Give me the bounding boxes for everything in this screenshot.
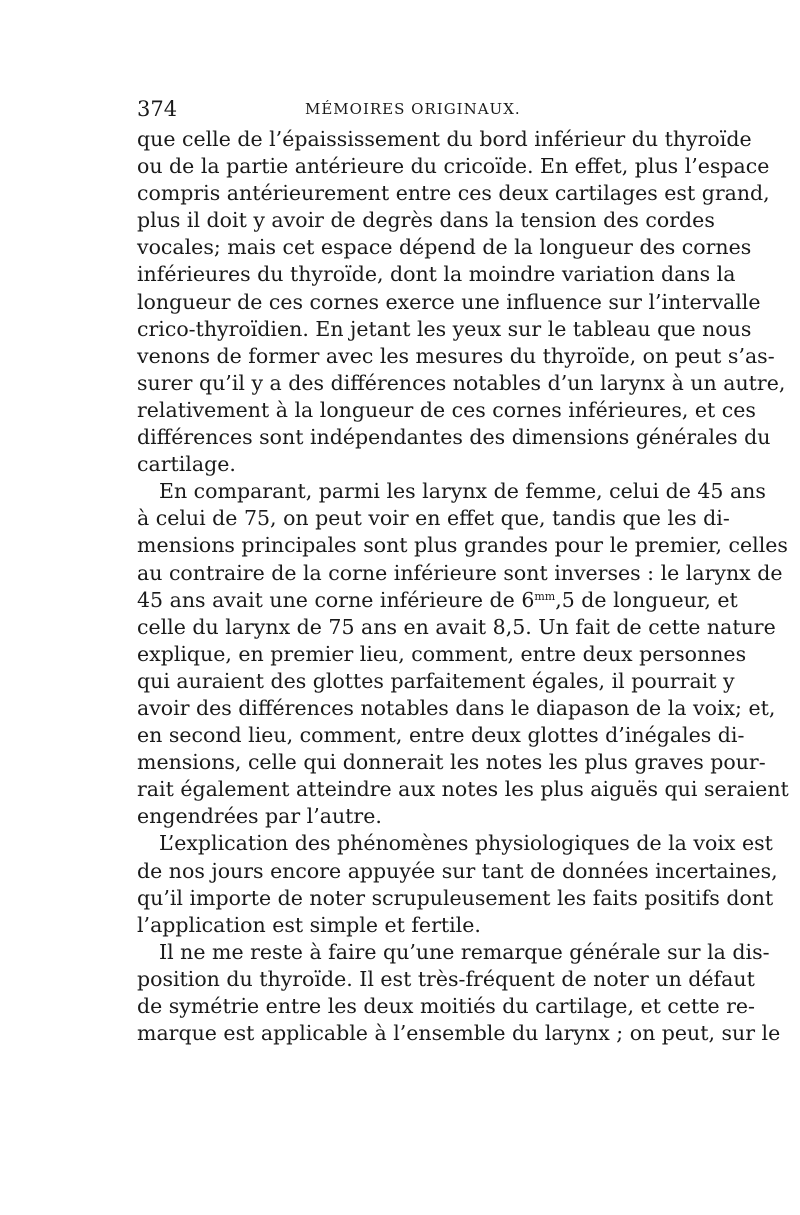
text-line: explique, en premier lieu, comment, entre deux personnes [137, 641, 747, 666]
text-line [137, 587, 738, 614]
text-line: plus il doit y avoir de degrès dans la tension des cordes [137, 208, 715, 233]
text-line: à celui de 75, on peut voir en effet que, tandis que les di- [137, 506, 730, 531]
text-line: crico-thyroïdien. En jetant les yeux sur le tableau que nous [137, 316, 752, 341]
text-line: celle du larynx de 75 ans en avait 8,5. Un fait de cette nature [137, 614, 776, 639]
text-line: ou de la partie antérieure du cricoïde. En effet, plus l’espace [137, 154, 770, 179]
page-header [137, 93, 665, 125]
text-line: mensions, celle qui donnerait les notes les plus graves pour- [137, 750, 766, 775]
text-line: mensions principales sont plus grandes pour le premier, celles [137, 533, 788, 558]
text-line: engendrées par l’autre. [137, 804, 382, 829]
text-line: avoir des différences notables dans le diapason de la voix; et, [137, 695, 776, 720]
text-line: venons de former avec les mesures du thyroïde, on peut s’as- [137, 343, 775, 368]
text-line: rait également atteindre aux notes les plus aiguës qui seraient [137, 777, 789, 802]
text-line-segment: 45 ans avait une corne inférieure de 6 [137, 587, 535, 612]
text-line: en second lieu, comment, entre deux glottes d’inégales di- [137, 723, 745, 748]
text-line: vocales; mais cet espace dépend de la longueur des cornes [137, 235, 752, 260]
text-line: l’application est simple et fertile. [137, 912, 481, 937]
text-line: inférieures du thyroïde, dont la moindre variation dans la [137, 262, 736, 287]
text-line: différences sont indépendantes des dimensions générales du [137, 425, 771, 450]
text-line: position du thyroïde. Il est très-fréquent de noter un défaut [137, 966, 755, 991]
text-line-segment: ,5 de longueur, et [555, 587, 738, 612]
text-line: au contraire de la corne inférieure sont inverses : le larynx de [137, 560, 783, 585]
text-line: En comparant, parmi les larynx de femme, celui de 45 ans [159, 479, 766, 504]
text-line: cartilage. [137, 452, 236, 477]
text-line: compris antérieurement entre ces deux cartilages est grand, [137, 181, 770, 206]
text-line: relativement à la longueur de ces cornes inférieures, et ces [137, 397, 756, 422]
text-line: qui auraient des glottes parfaitement égales, il pourrait y [137, 668, 735, 693]
page-number: 374 [137, 97, 178, 121]
text-line: longueur de ces cornes exerce une influence sur l’intervalle [137, 289, 761, 314]
text-line: de nos jours encore appuyée sur tant de données incertaines, [137, 858, 778, 883]
text-line: marque est applicable à l’ensemble du larynx ; on peut, sur le [137, 1021, 781, 1046]
text-line: surer qu’il y a des différences notables d’un larynx à un autre, [137, 370, 786, 395]
text-line: de symétrie entre les deux moitiés du cartilage, et cette re- [137, 994, 755, 1018]
text-line: que celle de l’épaississement du bord inférieur du thyroïde [137, 127, 752, 151]
running-title: MÉMOIRES ORIGINAUX. [305, 100, 521, 118]
text-line: qu’il importe de noter scrupuleusement les faits positifs dont [137, 885, 774, 910]
text-line: L’explication des phénomènes physiologiques de la voix est [159, 831, 773, 856]
body-text [137, 126, 789, 1047]
text-line: Il ne me reste à faire qu’une remarque générale sur la dis- [159, 939, 770, 964]
unit-superscript: mm [534, 589, 556, 603]
